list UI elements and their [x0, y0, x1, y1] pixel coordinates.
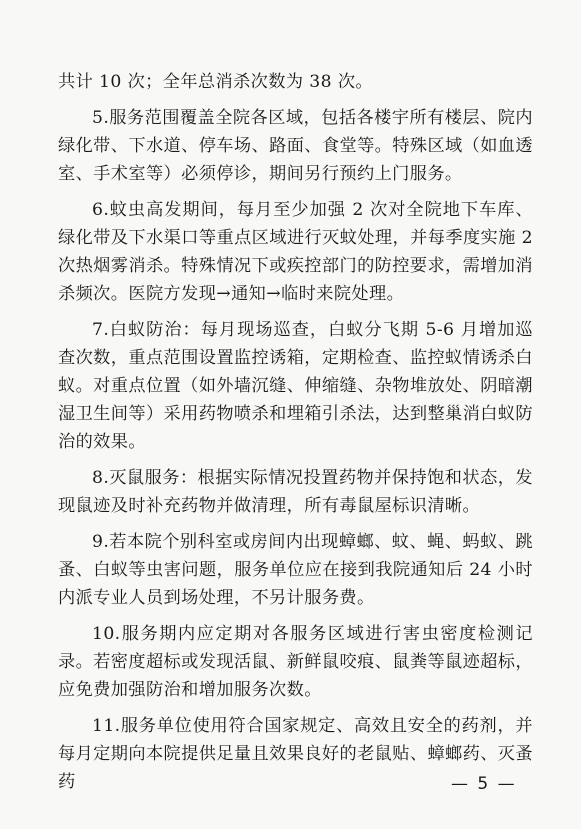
- paragraph-11-chemicals: 11.服务单位使用符合国家规定、高效且安全的药剂，并每月定期向本院提供足量且效果良好的老鼠贴、蟑螂药、灭蚤药: [58, 716, 533, 792]
- paragraph-10-density-monitoring: 10.服务期内应定期对各服务区域进行害虫密度检测记录。若密度超标或发现活鼠、新鲜鼠咬痕、鼠粪等鼠迹超标，应免费加强防治和增加服务次数。: [58, 624, 533, 700]
- paragraph-9-pest-response: 9.若本院个别科室或房间内出现蟑螂、蚊、蝇、蚂蚁、跳蚤、白蚁等虫害问题，服务单位应在接到我院通知后 24 小时内派专业人员到场处理，不另计服务费。: [58, 532, 533, 608]
- paragraph-8-rodent-control: 8.灭鼠服务：根据实际情况投置药物并保持饱和状态，发现鼠迹及时补充药物并做清理，所有毒鼠屋标识清晰。: [58, 468, 533, 516]
- paragraph-continuation: 共计 10 次；全年总消杀次数为 38 次。: [58, 72, 374, 92]
- page-number: — 5 —: [451, 774, 517, 794]
- paragraph-7-termite-control: 7.白蚁防治：每月现场巡查，白蚁分飞期 5-6 月增加巡查次数，重点范围设置监控诱箱，定期检查、监控蚁情诱杀白蚁。对重点位置（如外墙沉缝、伸缩缝、杂物堆放处、阴暗潮湿卫生间等）采用药物喷杀和埋箱引杀法，达到整巢消白蚁防治的效果。: [58, 320, 533, 452]
- paragraph-5-service-scope: 5.服务范围覆盖全院各区域，包括各楼宇所有楼层、院内绿化带、下水道、停车场、路面、食堂等。特殊区域（如血透室、手术室等）必须停诊，期间另行预约上门服务。: [58, 108, 533, 184]
- paragraph-6-mosquito-control: 6.蚊虫高发期间，每月至少加强 2 次对全院地下车库、绿化带及下水渠口等重点区域进行灭蚊处理，并每季度实施 2 次热烟雾消杀。特殊情况下或疾控部门的防控要求，需增加消杀频次。医院方发现→通知→临时来院处理。: [58, 200, 533, 304]
- document-body: [58, 68, 533, 804]
